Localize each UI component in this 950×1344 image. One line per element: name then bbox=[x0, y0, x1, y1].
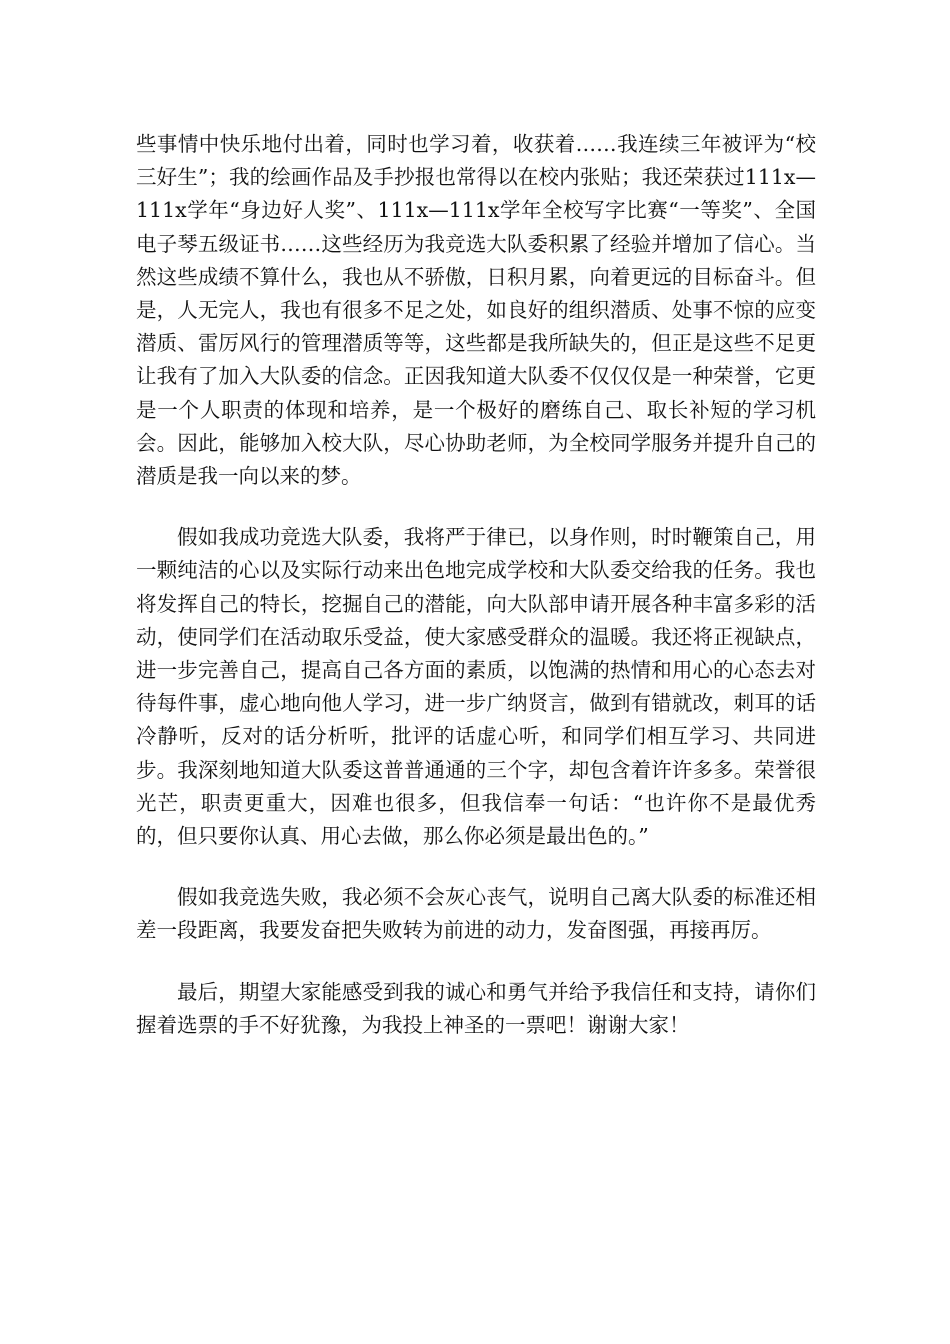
document-body bbox=[136, 128, 816, 1042]
paragraph-achievements: 些事情中快乐地付出着，同时也学习着，收获着……我连续三年被评为“校三好生”；我的绘画作品及手抄报也常得以在校内张贴；我还荣获过111x—111x学年“身边好人奖”、111x—111x学年全校写字比赛“一等奖”、全国电子琴五级证书……这些经历为我竞选大队委积累了经验并增加了信心。当然这些成绩不算什么，我也从不骄傲，日积月累，向着更远的目标奋斗。但是，人无完人，我也有很多不足之处，如良好的组织潜质、处事不惊的应变潜质、雷厉风行的管理潜质等等，这些都是我所缺失的，但正是这些不足更让我有了加入大队委的信念。正因我知道大队委不仅仅仅是一种荣誉，它更是一个人职责的体现和培养，是一个极好的磨练自己、取长补短的学习机会。因此，能够加入校大队，尽心协助老师，为全校同学服务并提升自己的潜质是我一向以来的梦。 bbox=[136, 132, 816, 489]
paragraph-closing: 最后，期望大家能感受到我的诚心和勇气并给予我信任和支持，请你们握着选票的手不好犹豫，为我投上神圣的一票吧！谢谢大家！ bbox=[136, 979, 816, 1037]
paragraph-if-failed: 假如我竞选失败，我必须不会灰心丧气，说明自己离大队委的标准还相差一段距离，我要发奋把失败转为前进的动力，发奋图强，再接再厉。 bbox=[136, 885, 816, 943]
paragraph-if-elected: 假如我成功竞选大队委，我将严于律已，以身作则，时时鞭策自己，用一颗纯洁的心以及实际行动来出色地完成学校和大队委交给我的任务。我也将发挥自己的特长，挖掘自己的潜能，向大队部申请开展各种丰富多彩的活动，使同学们在活动取乐受益，使大家感受群众的温暖。我还将正视缺点，进一步完善自己，提高自己各方面的素质，以饱满的热情和用心的心态去对待每件事，虚心地向他人学习，进一步广纳贤言，做到有错就改，刺耳的话冷静听，反对的话分析听，批评的话虚心听，和同学们相互学习、共同进步。我深刻地知道大队委这普普通通的三个字，却包含着许许多多。荣誉很光芒，职责更重大，因难也很多，但我信奉一句话：“也许你不是最优秀的，但只要你认真、用心去做，那么你必须是最出色的。” bbox=[136, 525, 816, 849]
